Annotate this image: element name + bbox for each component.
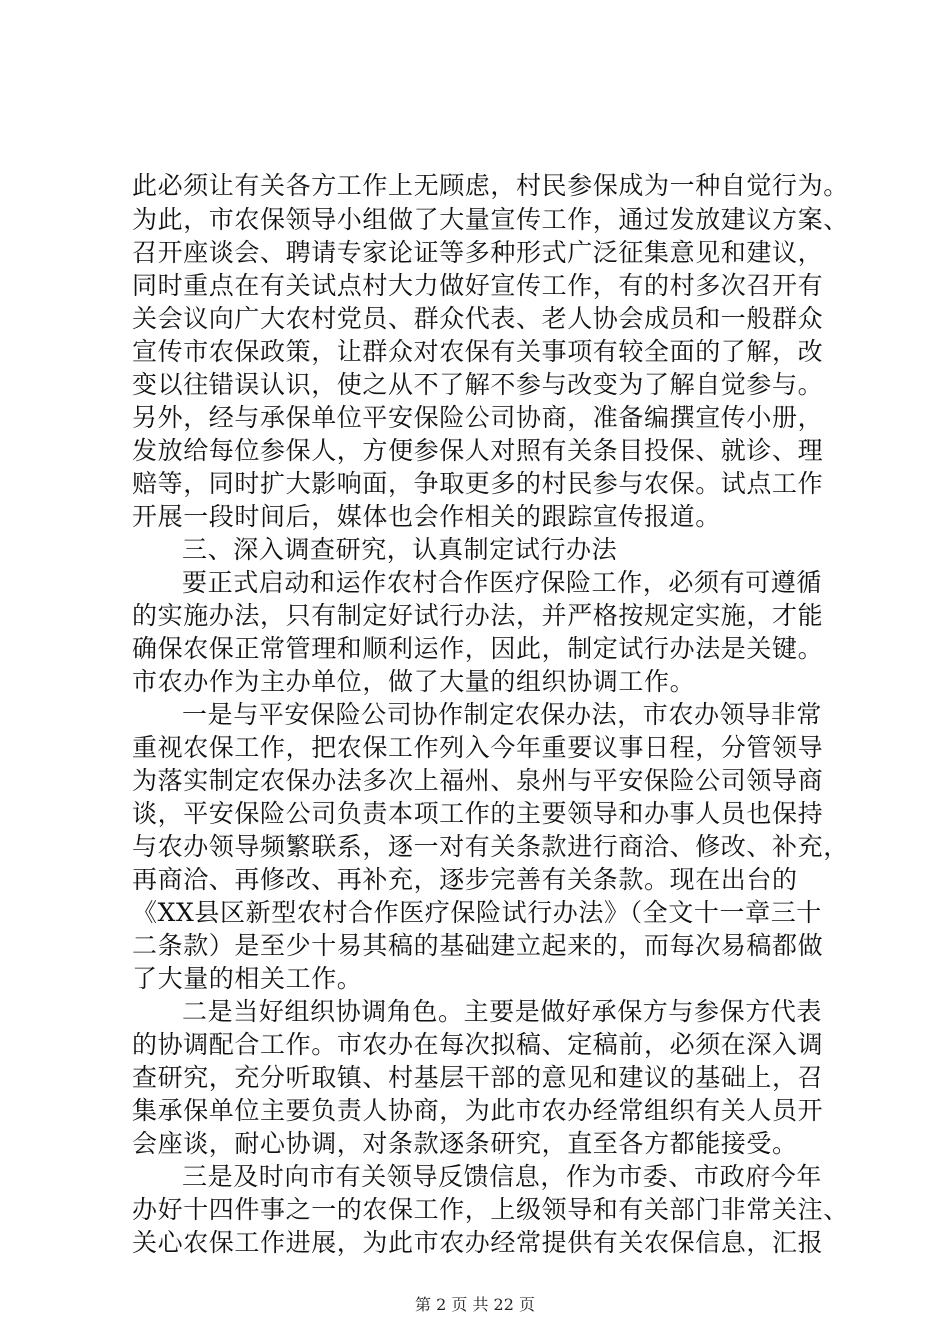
section-heading: 三、深入调查研究，认真制定试行办法 <box>182 535 618 564</box>
text-line: 发放给每位参保人，方便参保人对照有关条目投保、就诊、理 <box>132 436 824 465</box>
text-line: 的实施办法，只有制定好试行办法，并严格按规定实施，才能 <box>132 601 824 630</box>
text-line: 谈，平安保险公司负责本项工作的主要领导和办事人员也保持 <box>132 799 824 828</box>
page-number-footer: 第 2 页 共 22 页 <box>415 1295 535 1314</box>
text-line: 了大量的相关工作。 <box>132 964 363 993</box>
text-line: 宣传市农保政策，让群众对农保有关事项有较全面的了解，改 <box>132 337 824 366</box>
text-line: 集承保单位主要负责人协商，为此市农办经常组织有关人员开 <box>132 1096 824 1125</box>
text-line: 重视农保工作，把农保工作列入今年重要议事日程，分管领导 <box>132 733 824 762</box>
text-line: 此必须让有关各方工作上无顾虑，村民参保成为一种自觉行为。 <box>132 171 849 200</box>
text-line: 赔等，同时扩大影响面，争取更多的村民参与农保。试点工作 <box>132 469 824 498</box>
text-line: 确保农保正常管理和顺利运作，因此，制定试行办法是关键。 <box>132 634 824 663</box>
text-line: 为落实制定农保办法多次上福州、泉州与平安保险公司领导商 <box>132 766 824 795</box>
text-line: 为此，市农保领导小组做了大量宣传工作，通过发放建议方案、 <box>132 205 849 234</box>
text-line: 与农办领导频繁联系，逐一对有关条款进行商洽、修改、补充， <box>132 832 849 861</box>
text-line: 另外，经与承保单位平安保险公司协商，准备编撰宣传小册， <box>132 403 824 432</box>
text-line: 关会议向广大农村党员、群众代表、老人协会成员和一般群众 <box>132 304 824 333</box>
text-line: 会座谈，耐心协调，对条款逐条研究，直至各方都能接受。 <box>132 1129 798 1158</box>
text-line: 市农办作为主办单位，做了大量的组织协调工作。 <box>132 667 696 696</box>
text-line: 变以往错误认识，使之从不了解不参与改变为了解自觉参与。 <box>132 370 824 399</box>
text-line: 办好十四件事之一的农保工作，上级领导和有关部门非常关注、 <box>132 1195 849 1224</box>
text-line: 关心农保工作进展，为此市农办经常提供有关农保信息，汇报 <box>132 1228 824 1257</box>
text-line: 三是及时向市有关领导反馈信息，作为市委、市政府今年 <box>182 1162 823 1191</box>
text-line: 查研究，充分听取镇、村基层干部的意见和建议的基础上，召 <box>132 1063 824 1092</box>
text-line: 的协调配合工作。市农办在每次拟稿、定稿前，必须在深入调 <box>132 1030 824 1059</box>
text-line: 召开座谈会、聘请专家论证等多种形式广泛征集意见和建议， <box>132 238 824 267</box>
text-line: 一是与平安保险公司协作制定农保办法，市农办领导非常 <box>182 700 823 729</box>
text-line: 二是当好组织协调角色。主要是做好承保方与参保方代表 <box>182 997 823 1026</box>
text-line: 要正式启动和运作农村合作医疗保险工作，必须有可遵循 <box>182 568 823 597</box>
text-line: 同时重点在有关试点村大力做好宣传工作，有的村多次召开有 <box>132 271 824 300</box>
text-line: 开展一段时间后，媒体也会作相关的跟踪宣传报道。 <box>132 502 721 531</box>
text-line: 二条款）是至少十易其稿的基础建立起来的，而每次易稿都做 <box>132 931 824 960</box>
text-line: 再商洽、再修改、再补充，逐步完善有关条款。现在出台的 <box>132 865 798 894</box>
text-line: 《XX县区新型农村合作医疗保险试行办法》（全文十一章三十 <box>132 898 822 927</box>
